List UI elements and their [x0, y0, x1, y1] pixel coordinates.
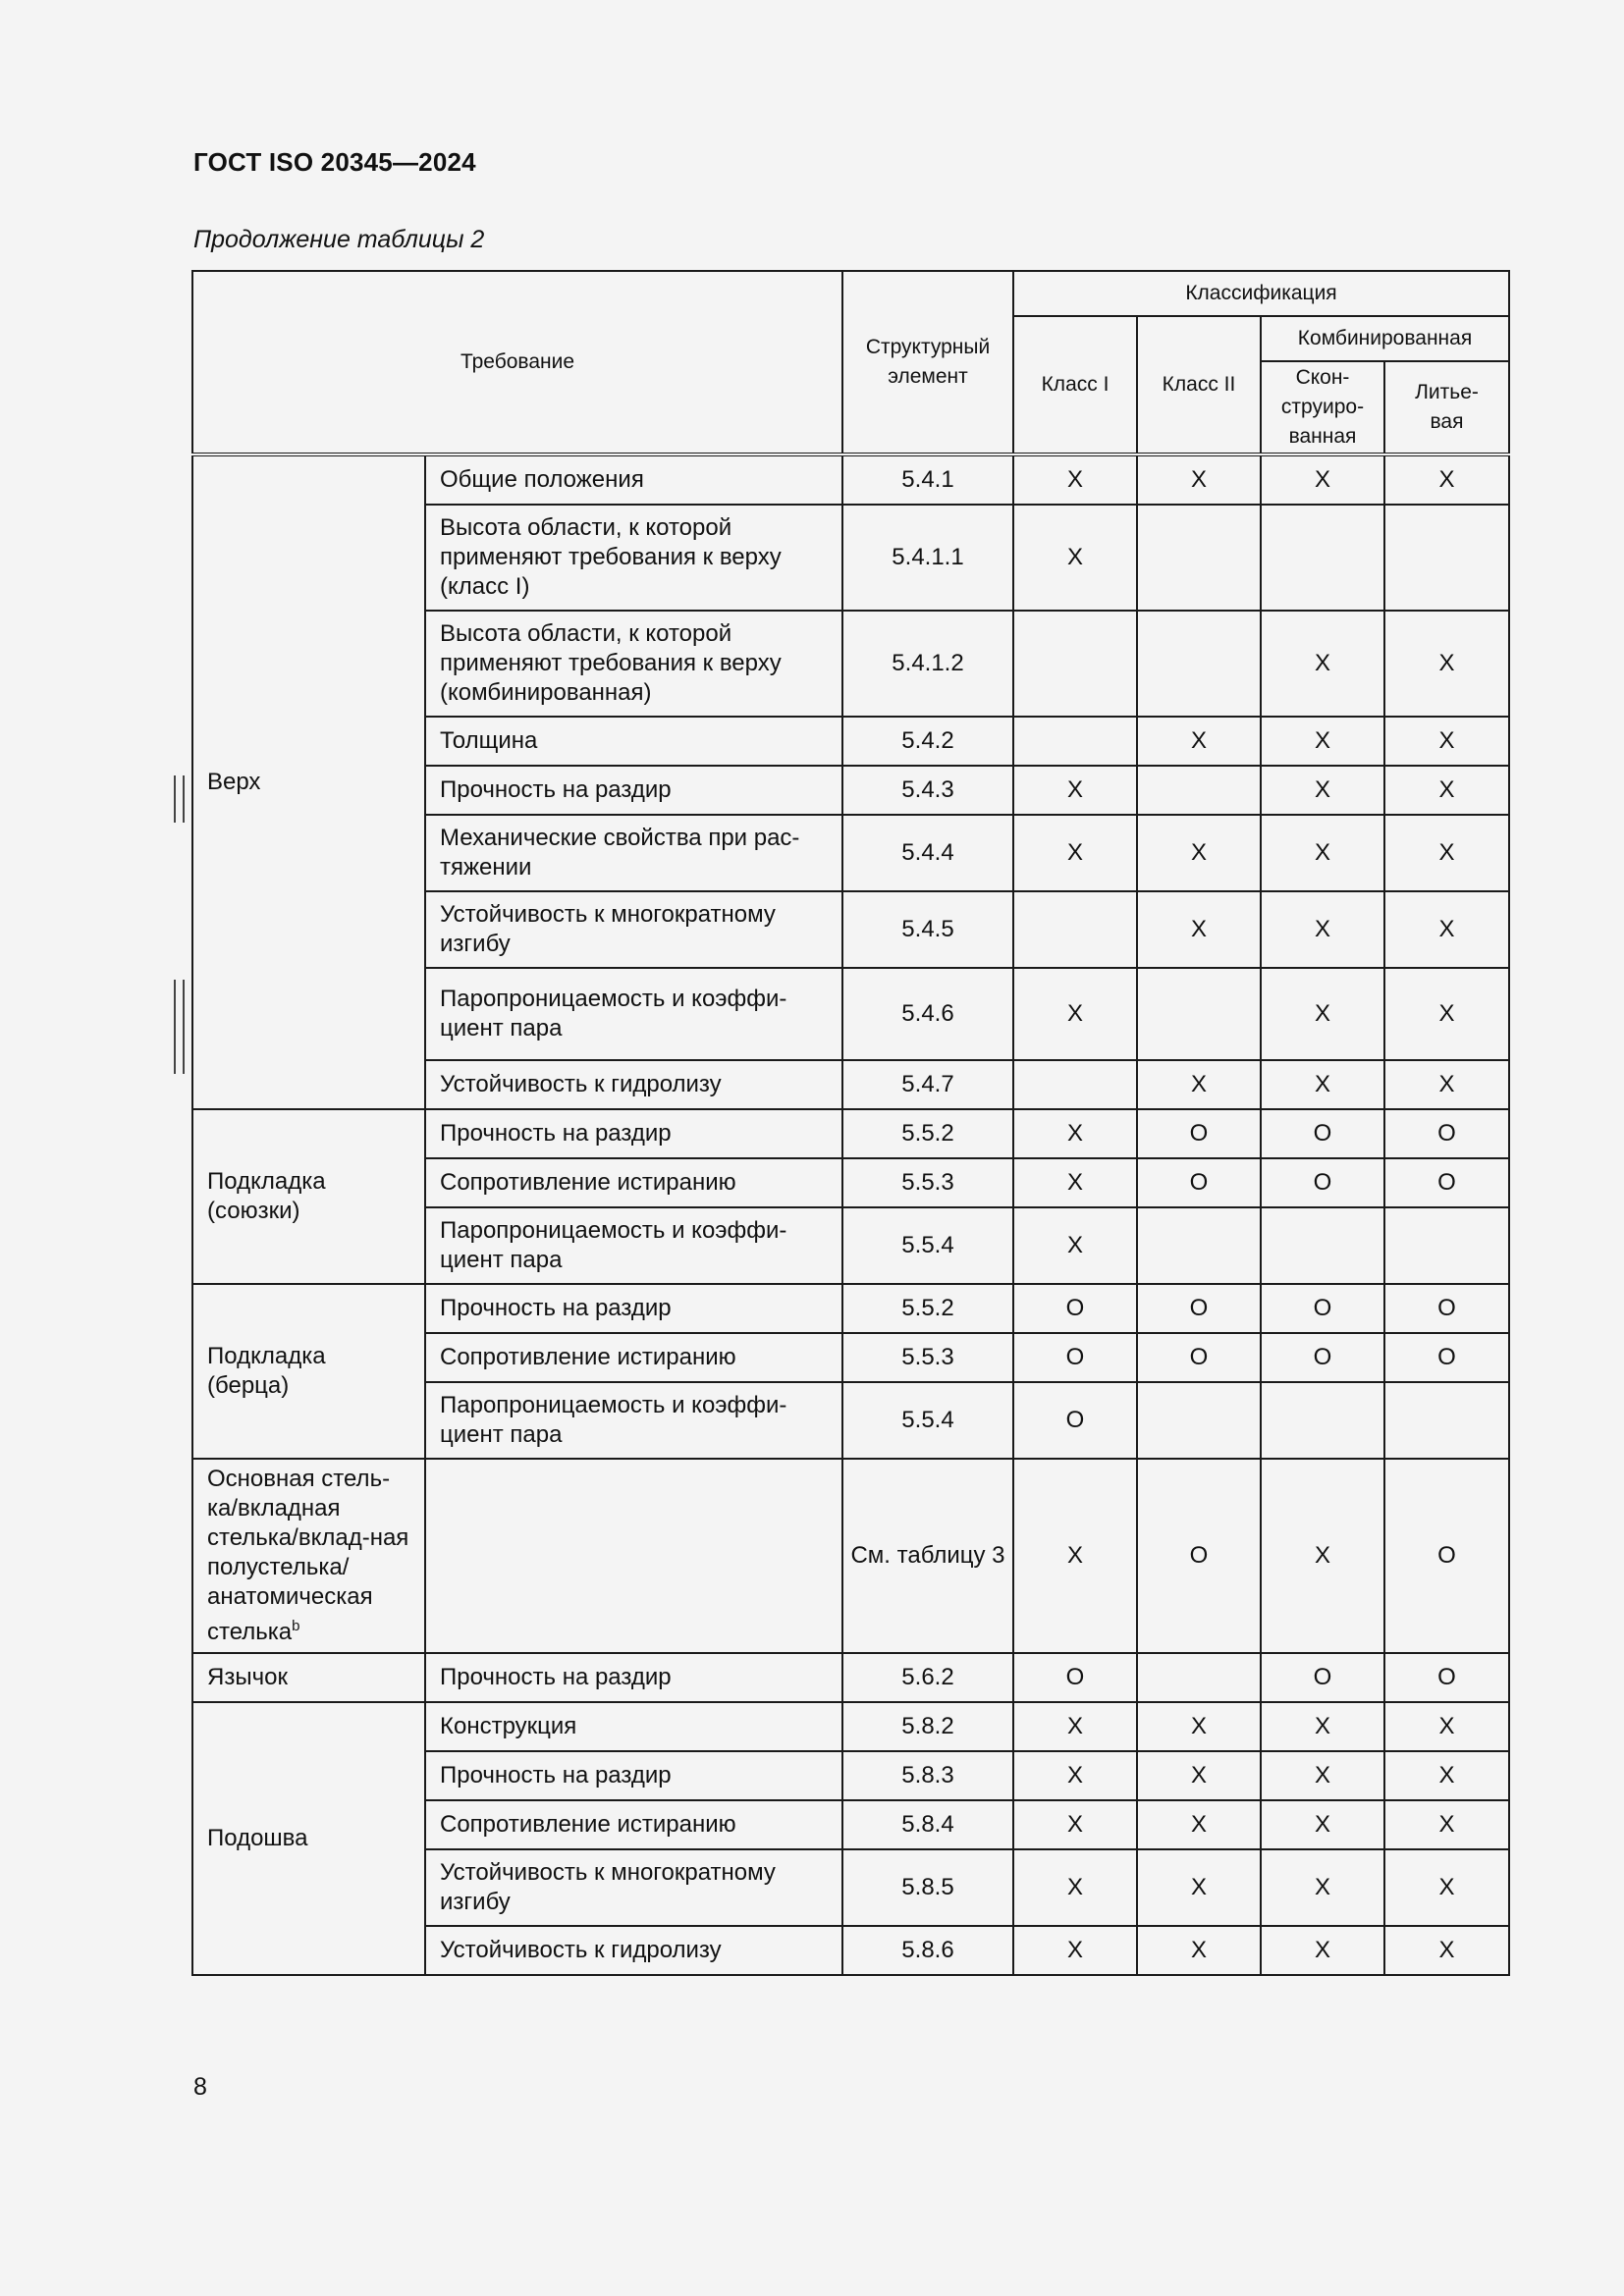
req-cell: Сопротивление истиранию	[425, 1158, 842, 1207]
element-cell: 5.8.5	[842, 1849, 1013, 1926]
req-cell: Паропроницаемость и коэффи-циент пара	[425, 1207, 842, 1284]
element-cell: 5.4.2	[842, 717, 1013, 766]
header-combined: Комбинированная	[1261, 316, 1509, 361]
constructed-cell: X	[1261, 1751, 1384, 1800]
header-class-2: Класс II	[1137, 316, 1261, 454]
class1-cell: X	[1013, 1800, 1137, 1849]
constructed-cell	[1261, 1207, 1384, 1284]
class1-cell: O	[1013, 1382, 1137, 1459]
table-row	[192, 1459, 1509, 1653]
req-cell: Устойчивость к гидролизу	[425, 1060, 842, 1109]
element-cell: 5.8.2	[842, 1702, 1013, 1751]
table-row	[192, 1702, 1509, 1751]
requirements-table	[191, 270, 1510, 1976]
cast-cell: X	[1384, 1702, 1509, 1751]
class2-cell: O	[1137, 1459, 1261, 1653]
element-cell: 5.4.1	[842, 454, 1013, 505]
header-requirement: Требование	[192, 271, 842, 454]
constructed-cell: O	[1261, 1109, 1384, 1158]
req-cell: Общие положения	[425, 454, 842, 505]
cast-cell	[1384, 505, 1509, 611]
class2-cell: X	[1137, 717, 1261, 766]
constructed-cell: O	[1261, 1284, 1384, 1333]
revision-bar	[174, 775, 185, 823]
class1-cell: X	[1013, 1459, 1137, 1653]
group-tongue: Язычок	[192, 1653, 425, 1702]
element-cell: См. таблицу 3	[842, 1459, 1013, 1653]
constructed-cell: X	[1261, 717, 1384, 766]
header-classification: Классификация	[1013, 271, 1509, 316]
cast-cell: O	[1384, 1158, 1509, 1207]
class2-cell	[1137, 611, 1261, 717]
revision-bar	[174, 980, 185, 1074]
req-cell: Устойчивость к гидролизу	[425, 1926, 842, 1975]
cast-cell: O	[1384, 1459, 1509, 1653]
class2-cell: X	[1137, 1926, 1261, 1975]
class1-cell: X	[1013, 1926, 1137, 1975]
cast-cell: X	[1384, 717, 1509, 766]
element-cell: 5.5.3	[842, 1158, 1013, 1207]
cast-cell: O	[1384, 1333, 1509, 1382]
req-cell: Устойчивость к многократному изгибу	[425, 1849, 842, 1926]
class2-cell	[1137, 968, 1261, 1060]
class1-cell	[1013, 717, 1137, 766]
class2-cell: X	[1137, 1800, 1261, 1849]
cast-cell: X	[1384, 1849, 1509, 1926]
class2-cell: O	[1137, 1284, 1261, 1333]
table-row	[192, 1284, 1509, 1333]
element-cell: 5.4.1.1	[842, 505, 1013, 611]
class1-cell: X	[1013, 505, 1137, 611]
class2-cell	[1137, 505, 1261, 611]
class2-cell	[1137, 1382, 1261, 1459]
cast-cell: X	[1384, 891, 1509, 968]
class2-cell: X	[1137, 891, 1261, 968]
constructed-cell: X	[1261, 454, 1384, 505]
constructed-cell: X	[1261, 611, 1384, 717]
constructed-cell: X	[1261, 891, 1384, 968]
cast-cell: X	[1384, 1060, 1509, 1109]
class2-cell	[1137, 1653, 1261, 1702]
element-cell: 5.4.5	[842, 891, 1013, 968]
element-cell: 5.5.4	[842, 1382, 1013, 1459]
req-cell: Прочность на раздир	[425, 1109, 842, 1158]
req-cell: Сопротивление истиранию	[425, 1333, 842, 1382]
element-cell: 5.4.3	[842, 766, 1013, 815]
class1-cell: X	[1013, 766, 1137, 815]
cast-cell: O	[1384, 1109, 1509, 1158]
element-cell: 5.4.1.2	[842, 611, 1013, 717]
table-row	[192, 1653, 1509, 1702]
class2-cell: X	[1137, 815, 1261, 891]
group-insole	[192, 1459, 425, 1653]
req-cell: Сопротивление истиранию	[425, 1800, 842, 1849]
class1-cell: X	[1013, 968, 1137, 1060]
class2-cell: X	[1137, 1849, 1261, 1926]
group-lining-vamp: Подкладка (союзки)	[192, 1109, 425, 1284]
class1-cell	[1013, 611, 1137, 717]
constructed-cell: O	[1261, 1653, 1384, 1702]
page-number: 8	[193, 2073, 207, 2101]
class2-cell: X	[1137, 454, 1261, 505]
constructed-cell	[1261, 1382, 1384, 1459]
group-outsole: Подошва	[192, 1702, 425, 1975]
cast-cell: X	[1384, 1751, 1509, 1800]
class2-cell: X	[1137, 1702, 1261, 1751]
class1-cell: O	[1013, 1653, 1137, 1702]
table-caption: Продолжение таблицы 2	[193, 226, 485, 253]
footnote-marker: b	[292, 1618, 300, 1634]
header-class-1: Класс I	[1013, 316, 1137, 454]
req-cell: Прочность на раздир	[425, 1653, 842, 1702]
header-structural-element: Структурный элемент	[842, 271, 1013, 454]
class2-cell: X	[1137, 1060, 1261, 1109]
element-cell: 5.4.7	[842, 1060, 1013, 1109]
element-cell: 5.4.6	[842, 968, 1013, 1060]
group-upper: Верх	[192, 454, 425, 1109]
cast-cell: O	[1384, 1284, 1509, 1333]
class1-cell: O	[1013, 1333, 1137, 1382]
class1-cell: X	[1013, 1207, 1137, 1284]
constructed-cell: X	[1261, 815, 1384, 891]
class1-cell: O	[1013, 1284, 1137, 1333]
constructed-cell: X	[1261, 1459, 1384, 1653]
element-cell: 5.4.4	[842, 815, 1013, 891]
class1-cell: X	[1013, 1751, 1137, 1800]
class1-cell: X	[1013, 815, 1137, 891]
req-cell: Толщина	[425, 717, 842, 766]
cast-cell: X	[1384, 766, 1509, 815]
constructed-cell: X	[1261, 1849, 1384, 1926]
req-cell: Устойчивость к многократному изгибу	[425, 891, 842, 968]
cast-cell: X	[1384, 815, 1509, 891]
document-header: ГОСТ ISO 20345—2024	[193, 147, 476, 177]
group-lining-quarter: Подкладка (берца)	[192, 1284, 425, 1459]
constructed-cell: X	[1261, 1060, 1384, 1109]
class1-cell: X	[1013, 1702, 1137, 1751]
class2-cell	[1137, 1207, 1261, 1284]
table-row	[192, 454, 1509, 505]
cast-cell: X	[1384, 611, 1509, 717]
constructed-cell: X	[1261, 968, 1384, 1060]
req-cell: Механические свойства при рас-тяжении	[425, 815, 842, 891]
req-cell: Паропроницаемость и коэффи-циент пара	[425, 968, 842, 1060]
constructed-cell: O	[1261, 1158, 1384, 1207]
table-row	[192, 1109, 1509, 1158]
element-cell: 5.8.4	[842, 1800, 1013, 1849]
constructed-cell: X	[1261, 1926, 1384, 1975]
constructed-cell: O	[1261, 1333, 1384, 1382]
cast-cell: O	[1384, 1653, 1509, 1702]
element-cell: 5.8.3	[842, 1751, 1013, 1800]
element-cell: 5.5.2	[842, 1284, 1013, 1333]
cast-cell: X	[1384, 968, 1509, 1060]
class1-cell: X	[1013, 1158, 1137, 1207]
class2-cell: X	[1137, 1751, 1261, 1800]
class2-cell: O	[1137, 1333, 1261, 1382]
req-cell: Прочность на раздир	[425, 766, 842, 815]
class2-cell: O	[1137, 1158, 1261, 1207]
element-cell: 5.5.3	[842, 1333, 1013, 1382]
cast-cell: X	[1384, 1926, 1509, 1975]
req-cell: Высота области, к которой применяют требования к верху (класс I)	[425, 505, 842, 611]
cast-cell	[1384, 1207, 1509, 1284]
cast-cell	[1384, 1382, 1509, 1459]
class1-cell: X	[1013, 454, 1137, 505]
req-cell: Высота области, к которой применяют требования к верху (комбинированная)	[425, 611, 842, 717]
req-cell: Прочность на раздир	[425, 1284, 842, 1333]
req-cell	[425, 1459, 842, 1653]
element-cell: 5.5.4	[842, 1207, 1013, 1284]
element-cell: 5.8.6	[842, 1926, 1013, 1975]
header-cast: Литье-вая	[1384, 361, 1509, 454]
header-constructed: Скон-струиро-ванная	[1261, 361, 1384, 454]
req-cell: Конструкция	[425, 1702, 842, 1751]
class1-cell	[1013, 891, 1137, 968]
cast-cell: X	[1384, 454, 1509, 505]
constructed-cell: X	[1261, 766, 1384, 815]
class1-cell	[1013, 1060, 1137, 1109]
class1-cell: X	[1013, 1109, 1137, 1158]
class2-cell: O	[1137, 1109, 1261, 1158]
req-cell: Паропроницаемость и коэффи-циент пара	[425, 1382, 842, 1459]
group-insole-text: Основная стель-ка/вкладная стелька/вклад-ная полустелька/ анатомическая стелька	[207, 1466, 409, 1645]
class2-cell	[1137, 766, 1261, 815]
req-cell: Прочность на раздир	[425, 1751, 842, 1800]
constructed-cell	[1261, 505, 1384, 611]
cast-cell: X	[1384, 1800, 1509, 1849]
constructed-cell: X	[1261, 1702, 1384, 1751]
element-cell: 5.5.2	[842, 1109, 1013, 1158]
element-cell: 5.6.2	[842, 1653, 1013, 1702]
constructed-cell: X	[1261, 1800, 1384, 1849]
class1-cell: X	[1013, 1849, 1137, 1926]
